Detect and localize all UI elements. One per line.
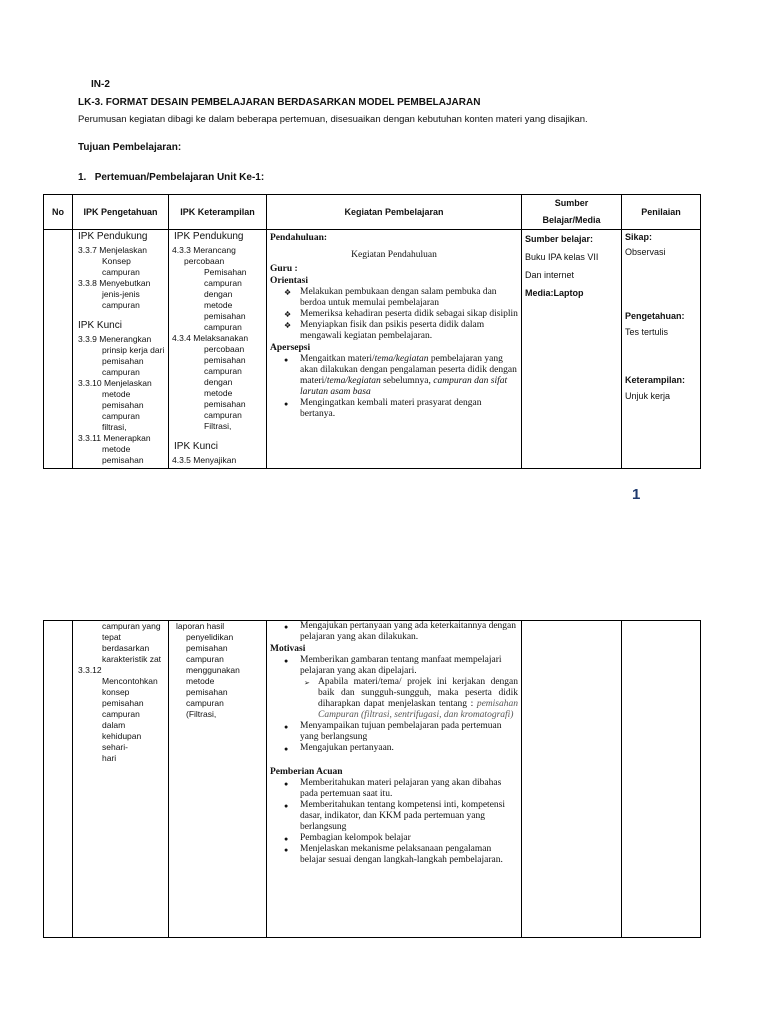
cell-ipk-pengetahuan <box>73 230 169 469</box>
apersepsi-list <box>270 354 518 420</box>
acuan-label: Pemberian Acuan <box>270 767 343 777</box>
motivasi-sublist <box>300 677 518 721</box>
col-sumber <box>522 195 622 230</box>
doc-intro: Perumusan kegiatan dibagi ke dalam beberapa pertemuan, disesuaikan dengan kebutuhan konten materi yang disajikan. <box>78 114 588 125</box>
col-ipk-keterampilan: IPK Keterampilan <box>169 195 267 230</box>
ipk-line: berdasarkan <box>102 643 150 653</box>
keterampilan-value: Unjuk kerja <box>625 391 671 401</box>
col-ipk-pengetahuan: IPK Pengetahuan <box>73 195 169 230</box>
cell-kegiatan <box>267 621 522 938</box>
table-header-row <box>44 195 701 230</box>
list-item: ● Mengajukan pertanyaan yang ada keterkaitannya dengan pelajaran yang akan dilakukan. <box>284 621 517 642</box>
sikap-value: Observasi <box>625 247 666 257</box>
dot-bullet-icon: ● <box>284 723 289 731</box>
guru-label: Guru : <box>270 264 298 274</box>
list-item: ● Mengaitkan materi/tema/kegiatan pembelajaran yang akan dilakukan dengan pengalaman peserta didik dengan materi/tema/kegiatan sebelumnya, campuran dan sifat larutan asam basa <box>284 354 517 397</box>
lesson-table-part1 <box>43 194 701 469</box>
ipk-pendukung-label: IPK Pendukung <box>78 231 148 242</box>
cell-ipk-keterampilan <box>169 230 267 469</box>
list-item: ● Pembagian kelompok belajar <box>284 833 411 843</box>
list-item: ● Mengingatkan kembali materi prasyarat dengan bertanya. <box>284 398 482 419</box>
cell-no <box>44 621 73 938</box>
ipk-line: (Filtrasi, <box>186 709 217 719</box>
motivasi-label: Motivasi <box>270 644 306 654</box>
table-row <box>44 230 701 469</box>
list-item: ● Menjelaskan mekanisme pelaksanaan pengalaman belajar sesuai dengan langkah-langkah pembelajaran. <box>284 844 503 865</box>
ipk-line: campuran yang <box>102 621 161 631</box>
orientasi-label: Orientasi <box>270 276 308 286</box>
ipk-line: laporan hasil <box>176 621 225 631</box>
col-sumber-line2: Belajar/Media <box>542 215 601 225</box>
list-item: ● Memberitahukan materi pelajaran yang akan dibahas pada pertemuan saat itu. <box>284 778 502 799</box>
doc-title: LK-3. FORMAT DESAIN PEMBELAJARAN BERDASARKAN MODEL PEMBELAJARAN <box>78 97 481 108</box>
ipk-kunci-label: IPK Kunci <box>174 441 218 452</box>
arrow-bullet-icon: ➢ <box>304 679 310 687</box>
ipk-item-3-3-10: 3.3.10 Menjelaskan metode pemisahan campuran filtrasi, <box>78 378 152 432</box>
ipk-item-3-3-12: 3.3.12 Mencontohkan konsep pemisahan campuran dalam kehidupan sehari- hari <box>78 665 158 763</box>
list-item: ● Memberitahukan tentang kompetensi inti, kompetensi dasar, indikator, dan KKM pada pertemuan yang berlangsung <box>284 800 505 832</box>
dot-bullet-icon: ● <box>284 745 289 753</box>
list-item: ➢ Apabila materi/tema/ projek ini kerjakan dengan baik dan sungguh-sungguh, maka peserta didik diharapkan dapat menjelaskan tentang : pemisahan Campuran (filtrasi, sentrifugasi, dan kromatografi) <box>304 677 518 720</box>
cell-kegiatan <box>267 230 522 469</box>
ipk-line: metode <box>186 676 215 686</box>
sumber-item: Buku IPA kelas VII <box>525 252 599 262</box>
dot-bullet-icon: ● <box>284 623 289 631</box>
meeting-label: Pertemuan/Pembelajaran Unit Ke-1: <box>94 172 265 183</box>
table-row <box>44 621 701 938</box>
orientasi-list <box>270 287 518 342</box>
cell-sumber <box>522 230 622 469</box>
ipk-item-3-3-11: 3.3.11 Menerapkan metode pemisahan <box>78 433 151 465</box>
apersepsi-label: Apersepsi <box>270 343 311 353</box>
ipk-item-4-3-3: 4.3.3 Merancang percobaan Pemisahan campuran dengan metode pemisahan campuran <box>172 245 247 332</box>
list-item: ● Menyampaikan tujuan pembelajaran pada pertemuan yang berlangsung <box>284 721 502 742</box>
pengetahuan-value: Tes tertulis <box>625 327 669 337</box>
cell-ipk-keterampilan <box>169 621 267 938</box>
meeting-heading <box>78 172 264 183</box>
ipk-item-4-3-5: 4.3.5 Menyajikan <box>172 455 237 465</box>
diamond-bullet-icon: ❖ <box>284 288 292 297</box>
list-item: ❖ Memeriksa kehadiran peserta didik sebagai sikap disiplin <box>284 309 518 319</box>
ipk-line: campuran <box>186 654 224 664</box>
pengetahuan-label: Pengetahuan: <box>625 311 685 321</box>
col-sumber-line1: Sumber <box>554 198 589 208</box>
cell-penilaian <box>622 621 701 938</box>
ipk-item-4-3-4: 4.3.4 Melaksanakan percobaan pemisahan campuran dengan metode pemisahan campuran Filtrasi, <box>172 333 249 431</box>
list-item: ● Memberikan gambaran tentang manfaat mempelajari pelajaran yang akan dipelajari. ➢ Apabila materi/tema/ projek ini kerjakan dengan baik dan sungguh-sungguh, maka peserta didik diharapkan dapat menjelaskan tentang : pemisahan Campuran (filtrasi, sentrifugasi, dan kromatografi) <box>284 655 518 720</box>
ipk-kunci-label: IPK Kunci <box>78 320 122 331</box>
dot-bullet-icon: ● <box>284 356 289 364</box>
ipk-line: pemisahan <box>186 643 228 653</box>
ipk-line: penyelidikan <box>186 632 234 642</box>
ipk-line: tepat <box>102 632 121 642</box>
doc-code: IN-2 <box>91 79 110 90</box>
ipk-pendukung-label: IPK Pendukung <box>174 231 244 242</box>
sumber-item: Dan internet <box>525 270 575 280</box>
dot-bullet-icon: ● <box>284 846 289 854</box>
motivasi-list <box>270 655 518 754</box>
list-item: ❖ Menyiapkan fisik dan psikis peserta didik dalam mengawali kegiatan pembelajaran. <box>284 320 485 341</box>
ipk-item-3-3-8: 3.3.8 Menyebutkan jenis-jenis campuran <box>78 278 151 310</box>
acuan-list <box>270 778 518 866</box>
dot-bullet-icon: ● <box>284 802 289 810</box>
dot-bullet-icon: ● <box>284 657 289 665</box>
ipk-line: karakteristik zat <box>102 654 162 664</box>
ipk-line: menggunakan <box>186 665 240 675</box>
cell-sumber <box>522 621 622 938</box>
ipk-item-3-3-7: 3.3.7 Menjelaskan Konsep campuran <box>78 245 147 277</box>
lesson-table-part2 <box>43 620 701 938</box>
dot-bullet-icon: ● <box>284 835 289 843</box>
col-no: No <box>44 195 73 230</box>
keterampilan-label: Keterampilan: <box>625 375 686 385</box>
list-item: ● Mengajukan pertanyaan. <box>284 743 394 753</box>
dot-bullet-icon: ● <box>284 400 289 408</box>
ipk-line: pemisahan <box>186 687 228 697</box>
cell-no <box>44 230 73 469</box>
media-item: Media:Laptop <box>525 288 584 298</box>
ipk-item-3-3-9: 3.3.9 Menerangkan prinsip kerja dari pemisahan campuran <box>78 334 165 377</box>
page-number: 1 <box>632 486 641 503</box>
diamond-bullet-icon: ❖ <box>284 321 292 330</box>
meeting-number: 1. <box>78 172 87 183</box>
sikap-label: Sikap: <box>625 232 653 242</box>
sumber-label: Sumber belajar: <box>525 234 594 244</box>
list-item: ❖ Melakukan pembukaan dengan salam pembuka dan berdoa untuk memulai pembelajaran <box>284 287 497 308</box>
col-kegiatan: Kegiatan Pembelajaran <box>267 195 522 230</box>
diamond-bullet-icon: ❖ <box>284 310 292 319</box>
objective-label: Tujuan Pembelajaran: <box>78 142 182 153</box>
kegiatan-pendahuluan-label: Kegiatan Pendahuluan <box>351 250 437 260</box>
dot-bullet-icon: ● <box>284 780 289 788</box>
cell-ipk-pengetahuan <box>73 621 169 938</box>
col-penilaian: Penilaian <box>622 195 701 230</box>
ipk-line: campuran <box>186 698 224 708</box>
question-list <box>270 621 518 643</box>
pendahuluan-label: Pendahuluan: <box>270 233 328 243</box>
cell-penilaian <box>622 230 701 469</box>
